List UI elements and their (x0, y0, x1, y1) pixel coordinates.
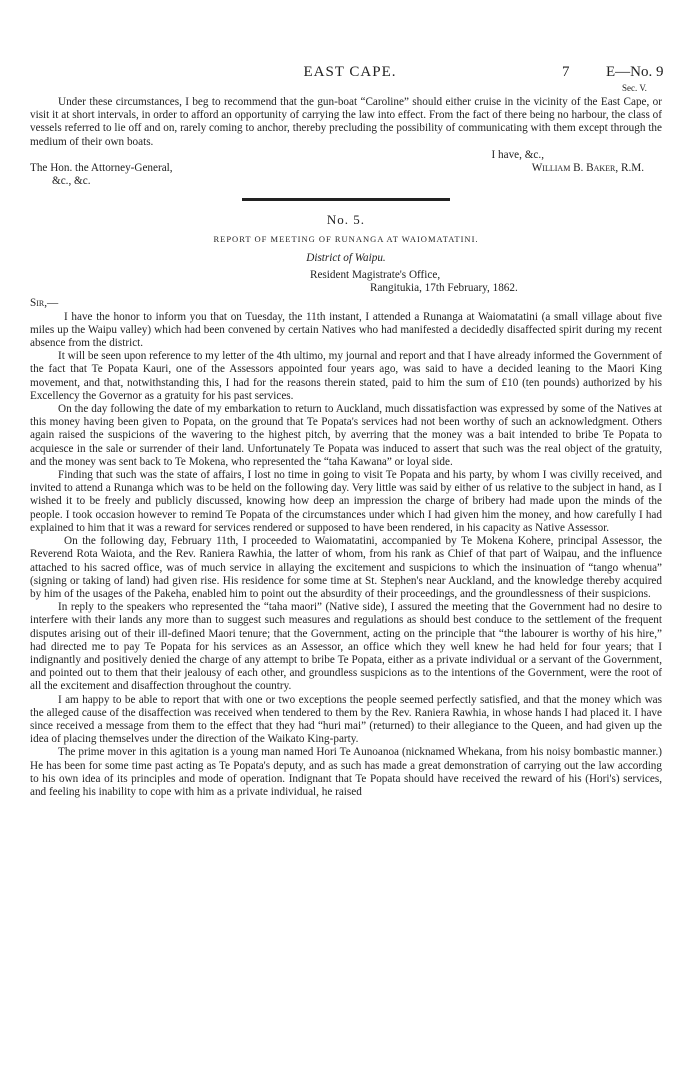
report-title: REPORT OF MEETING OF RUNANGA AT WAIOMATATINI. (213, 233, 479, 244)
salutation: Sir,— (30, 297, 59, 310)
letter4-signature-row (30, 162, 662, 175)
letter4-paragraph: Under these circumstances, I beg to recommend that the gun-boat “Caroline” should either cruise in the vicinity of the East Cape, or visit it at short intervals, in order to afford an opportunity of carrying the law into effect. From the fact of there being no harbour, the class of vessels referred to lie off and on, rarely coming to anchor, thereby precluding the possibility of communicating with them except through the medium of their own boats. (30, 96, 662, 148)
section-label: Sec. V. (622, 83, 647, 93)
office-line: Resident Magistrate's Office, (310, 269, 441, 282)
body-paragraph: On the day following the date of my embarkation to return to Auckland, much dissatisfaction was expressed by some of the Natives at this money having been given to Popata, on the ground that Te Popata's services had not been worthy of such an acknowledgment. Others again raised the suspicions of the wavering to the highest pitch, by averring that the money was a bait intended to bribe Te Popata to acquiesce in the sale or surrender of their land. Unfortunately Te Popata was induced to assert that such was the real object of the gratuity, and the money was sent back to Te Mokena, who represented the “taha Kawana” or loyal side. (30, 403, 662, 468)
body-paragraph: In reply to the speakers who represented the “taha maori” (Native side), I assured the meeting that the Government had no desire to interfere with their lands any more than to suggest such measures and regulations as should best conduce to the settlement of the frequent disputes arising out of their ill-defined Maori tenure; that the Government, acting on the principle that “the labourer is worthy of his hire,” had directed me to pay Te Popata for his services as an Assessor, an office which they well knew he had held for four years; that I indignantly and positively denied the charge of any attempt to bribe Te Popata, either as a private individual or a servant of the Government, and pointed out to them that their jealousy of each other, and groundless suspicions as to the intentions of the Government, were the root of all the excitement and disaffection throughout the country. (30, 601, 662, 693)
body-paragraph: I have the honor to inform you that on Tuesday, the 11th instant, I attended a Runanga at Waiomatatini (a small village about five miles up the Waipu valley) which had been convened by certain Natives who had manifested a decidedly disaffected spirit during my recent absence from the district. (30, 310, 662, 350)
running-header-title: EAST CAPE. (303, 64, 397, 80)
letter4-signature: William B. Baker, R.M. (531, 162, 644, 175)
document-body (30, 96, 662, 799)
section-divider (242, 198, 450, 201)
letter5-number: No. 5. (326, 212, 366, 228)
page-number: 7 (562, 64, 570, 80)
document-reference: E—No. 9 (606, 64, 664, 80)
body-paragraph: It will be seen upon reference to my letter of the 4th ultimo, my journal and report and that I have already informed the Government of the fact that Te Popata Kauri, one of the Assessors appointed four years ago, was said to have a decided leaning to the Maori King movement, and that, notwithstanding this, I had for the reasons therein stated, paid to him the sum of £10 (ten pounds) authorized by his Excellency the Governor as a gratuity for his past services. (30, 350, 662, 402)
letter4-addressee: The Hon. the Attorney-General, (30, 162, 173, 175)
body-paragraph: The prime mover in this agitation is a young man named Hori Te Aunoanoa (nicknamed Whekana, from his noisy bombastic manner.) He has been for some time past acting as Te Popata's deputy, and as such has made a great demonstration of carrying out the law according to his own idea of its principles and mode of operation. Indignant that Te Popata should have received the reward of his (Hori's) services, and feeling his inability to cope with him as a private individual, he raised (30, 746, 662, 798)
body-paragraph: I am happy to be able to report that with one or two exceptions the people seemed perfectly satisfied, and that the money which was the alleged cause of the disaffection was received when tendered to them by the Rev. Raniera Rawhia, in whose hands I had placed it. I have since received a message from them to the effect that they had “huri mai” (returned) to their allegiance to the Queen, and had given up the idea of placing themselves under the direction of the Waikato King-party. (30, 693, 662, 746)
letter4-addressee-2: &c., &c. (52, 175, 91, 188)
district-line: District of Waipu. (306, 251, 386, 264)
place-date-line: Rangitukia, 17th February, 1862. (370, 282, 518, 295)
letter4-closing: I have, &c., (491, 148, 544, 161)
body-paragraph: On the following day, February 11th, I proceeded to Waiomatatini, accompanied by Te Mokena Kohere, principal Assessor, the Reverend Rota Waiota, and the Rev. Raniera Rawhia, the latter of whom, from his rank as Chief of that part of Waipau, and the influence attached to his sacred office, was of much service in allaying the excitement and suspicions to which the insinuation of “tango whenua” (signing or taking of land) had given rise. His residence for some time at St. Stephen's near Auckland, and the knowledge thereby acquired by him of the usages of the Pakeha, enabled him to point out the absurdity of their proceedings, and the groundlessness of their suspicions. (30, 535, 662, 600)
body-paragraph: Finding that such was the state of affairs, I lost no time in going to visit Te Popata and his party, by whom I was civilly received, and invited to attend a Runanga which was to be held on the following day. Very little was said by either of us relative to the subject in hand, as I wished it to be freely and publicly discussed, knowing how deep an impression the charge of bribery had made upon the minds of the people. I took occasion however to remind Te Popata of the circumstances under which I had given him the money, and how carefully I had explained to him that it was a reward for services rendered or supposed to have been rendered, in his capacity as Native Assessor. (30, 469, 662, 534)
